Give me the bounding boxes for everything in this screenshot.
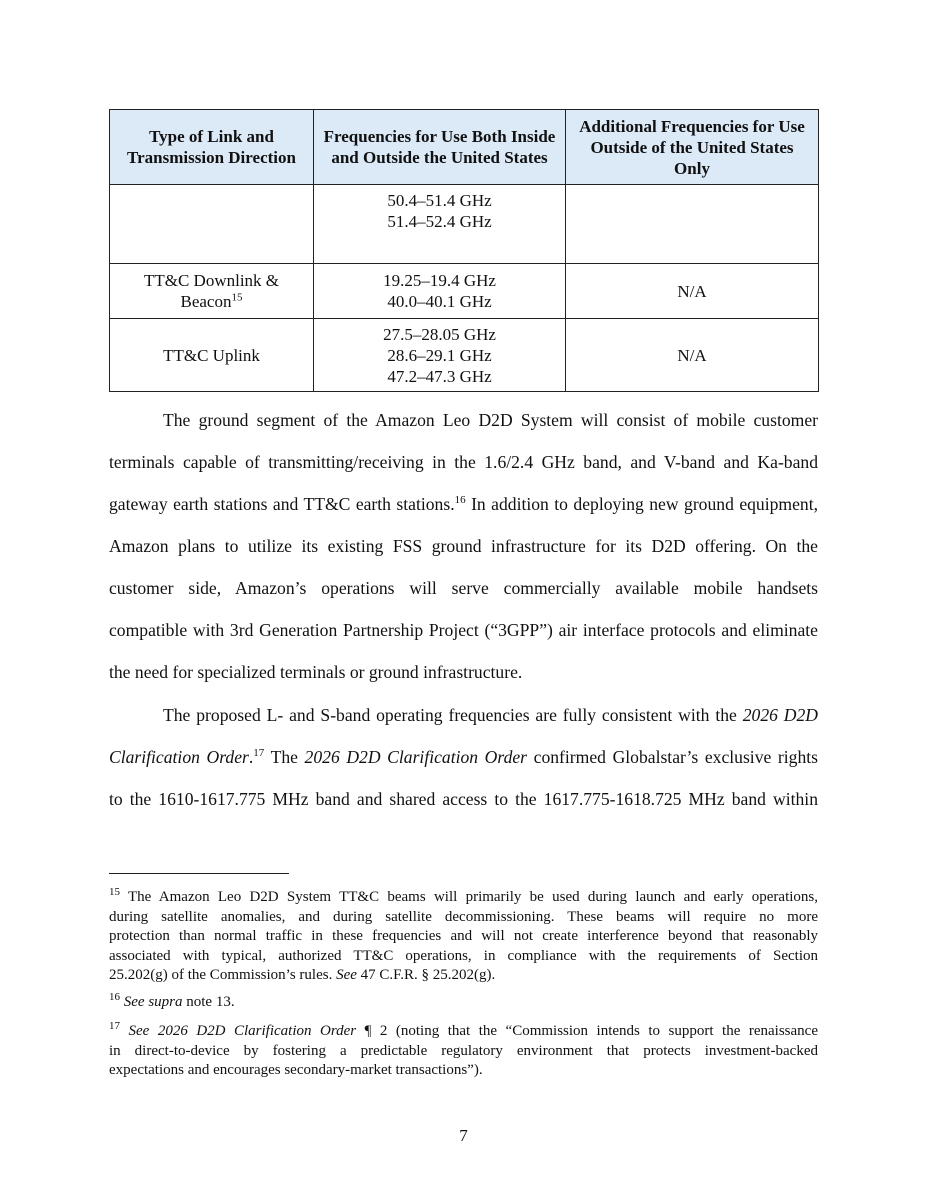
footnote-separator: [109, 873, 289, 874]
order-title: 2026 D2D: [742, 705, 819, 725]
header-frequencies-outside: [566, 110, 819, 185]
paragraph-line: compatible with 3rd Generation Partnership Project (“3GPP”) air interface protocols and eliminate: [109, 620, 818, 640]
footnote-signal: See supra: [123, 994, 183, 1010]
footnote-ref-16[interactable]: 16: [454, 494, 466, 507]
frequency-line: 51.4–52.4 GHz: [387, 212, 492, 231]
link-type-line: TT&C Downlink &: [143, 271, 280, 290]
paragraph-text: The: [264, 747, 305, 767]
cell-frequencies-both: [314, 319, 566, 392]
link-type-text: Beacon: [180, 292, 232, 311]
footnote-text: note 13.: [182, 994, 235, 1010]
table-row: [110, 319, 819, 392]
frequency-table: [109, 109, 819, 392]
cell-frequencies-outside: N/A: [566, 264, 819, 319]
footnote-signal: See 2026 D2D Clarification Order: [128, 1023, 357, 1039]
frequency-line: 40.0–40.1 GHz: [387, 292, 492, 311]
cell-frequencies-both: [314, 264, 566, 319]
table-row: [110, 185, 819, 264]
header-link-type: [110, 110, 314, 185]
paragraph-text: .: [248, 747, 254, 767]
paragraph-line: [109, 705, 818, 747]
footnote-ref-17[interactable]: 17: [253, 747, 265, 760]
link-type-line: [118, 291, 305, 312]
cell-frequencies-outside: N/A: [566, 319, 819, 392]
footnote-line: [109, 993, 818, 1013]
paragraph-operating-frequencies: [109, 705, 818, 831]
order-title: Clarification Order: [109, 747, 249, 767]
table-header-row: [110, 110, 819, 185]
frequency-line: 19.25–19.4 GHz: [383, 271, 496, 290]
frequency-table-container: [109, 109, 818, 392]
cell-frequencies-both: [314, 185, 566, 264]
paragraph-text: gateway earth stations and TT&C earth stations.: [109, 494, 455, 514]
footnote-line: during satellite anomalies, and during satellite decommissioning. These beams will require no more: [109, 908, 818, 925]
footnote-signal: See: [336, 967, 357, 983]
frequency-line: 47.2–47.3 GHz: [387, 366, 492, 386]
paragraph-line: the need for specialized terminals or ground infrastructure.: [109, 662, 523, 682]
paragraph-text: The proposed L- and S-band operating frequencies are fully consistent with the: [163, 705, 743, 725]
footnote-text: The Amazon Leo D2D System TT&C beams will primarily be used during launch and early operations,: [128, 889, 818, 905]
footnote-line: protection than normal traffic in these frequencies and will not create interference beyond that reasonably: [109, 928, 818, 944]
table-row: [110, 264, 819, 319]
cell-frequencies-outside: [566, 185, 819, 264]
order-title: 2026 D2D Clarification Order: [304, 747, 528, 767]
header-line: Use Outside of the United: [590, 116, 805, 157]
frequency-line: 27.5–28.05 GHz: [383, 324, 496, 344]
footnote-number: 16: [109, 991, 120, 1003]
header-line: Additional Frequencies for: [579, 116, 775, 136]
paragraph-ground-segment: [109, 410, 818, 704]
footnote-15: [109, 888, 818, 986]
page-number: 7: [459, 1126, 468, 1145]
footnote-line: in direct-to-device by fostering a predictable regulatory environment that protects investment-backed: [109, 1042, 818, 1059]
paragraph-line: Amazon plans to utilize its existing FSS ground infrastructure for its D2D offering. On the: [109, 536, 818, 556]
header-frequencies-both: [314, 110, 566, 185]
paragraph-line: terminals capable of transmitting/receiving in the 1.6/2.4 GHz band, and V-band and Ka-band: [109, 452, 818, 472]
footnote-number: 15: [109, 886, 120, 898]
paragraph-line: The ground segment of the Amazon Leo D2D System will consist of mobile customer: [163, 410, 818, 430]
header-line: States Only: [674, 137, 794, 178]
footnote-text: 25.202(g) of the Commission’s rules.: [109, 967, 337, 983]
paragraph-text: In addition to deploying new ground equipment,: [471, 494, 818, 514]
header-line: States: [504, 148, 548, 167]
footnote-line: [109, 966, 818, 986]
header-line: Inside and Outside the United: [331, 127, 556, 167]
cell-link-type: [110, 319, 314, 392]
cell-link-type: [110, 185, 314, 264]
header-line: Type of Link and: [149, 127, 274, 146]
cell-link-type: [110, 264, 314, 319]
paragraph-text: confirmed Globalstar’s exclusive rights: [527, 747, 818, 767]
frequency-line: 28.6–29.1 GHz: [387, 345, 492, 365]
footnote-line: [109, 888, 818, 908]
header-line: Transmission Direction: [127, 148, 296, 167]
paragraph-line: [109, 747, 818, 789]
paragraph-line: [109, 494, 818, 536]
link-type-line: TT&C Uplink: [163, 345, 260, 365]
header-line: Frequencies for Use Both: [323, 127, 507, 146]
paragraph-line: customer side, Amazon’s operations will serve commercially available mobile handsets: [109, 578, 818, 598]
footnote-line: expectations and encourages secondary-market transactions”).: [109, 1062, 483, 1078]
footnote-line: associated with typical, authorized TT&C operations, in compliance with the requirements of Section: [109, 947, 818, 964]
paragraph-line: to the 1610-1617.775 MHz band and shared access to the 1617.775-1618.725 MHz band within: [109, 789, 818, 809]
frequency-line: 50.4–51.4 GHz: [387, 191, 492, 210]
footnote-16: [109, 993, 818, 1013]
footnote-17: [109, 1022, 818, 1081]
footnote-text: 47 C.F.R. § 25.202(g).: [356, 967, 496, 983]
footnote-line: [109, 1022, 818, 1042]
footnote-number: 17: [109, 1020, 120, 1032]
footnote-ref-15[interactable]: 15: [231, 291, 243, 304]
footnote-text: ¶ 2 (noting that the “Commission intends to support the renaissance: [356, 1023, 818, 1039]
